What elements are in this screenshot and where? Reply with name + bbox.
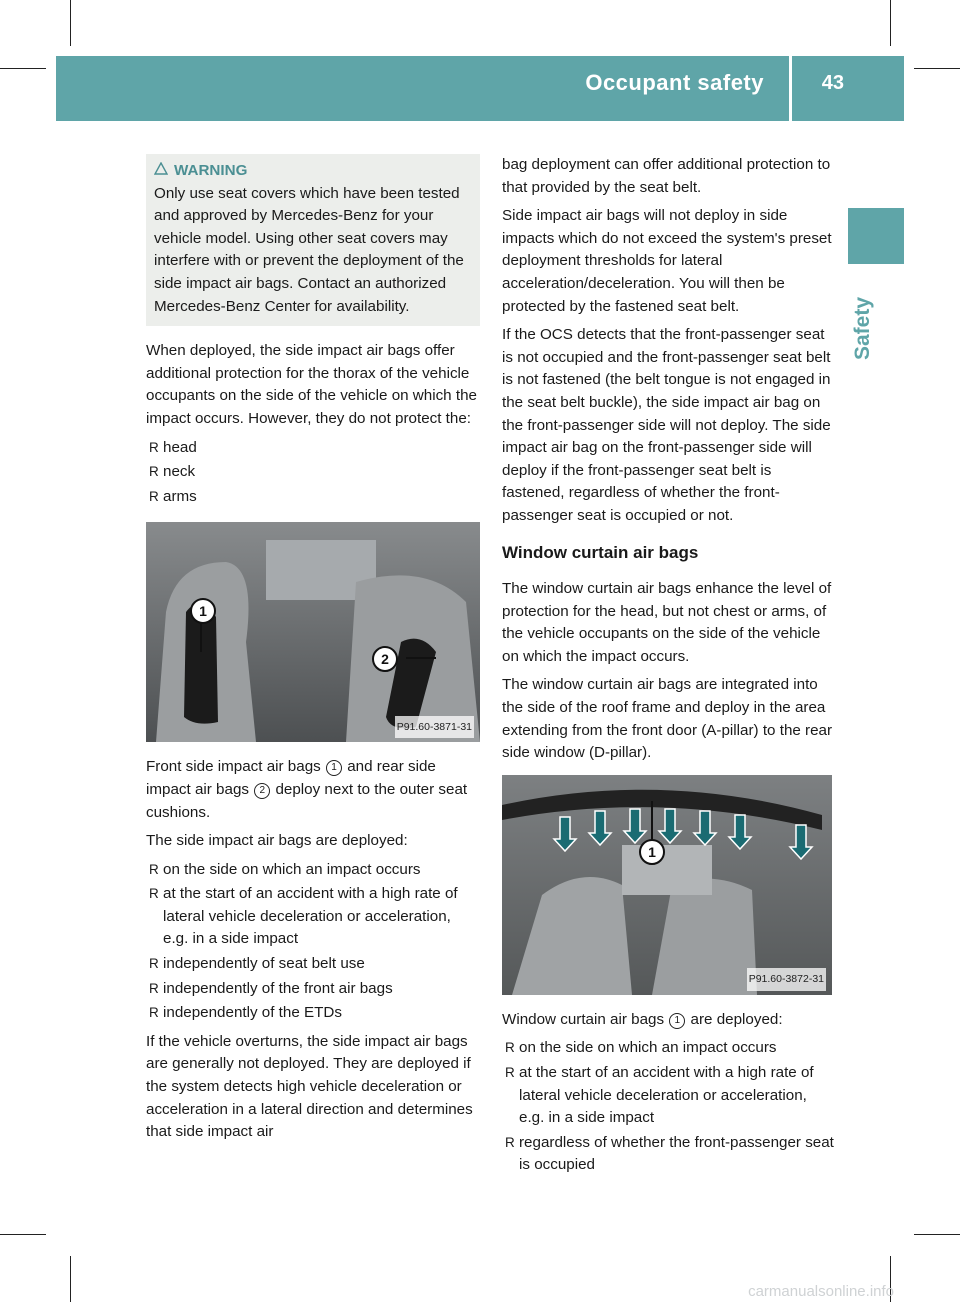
ocs-paragraph: If the OCS detects that the front-passenger seat is not occupied and the front-passenger seat belt is not fastened (the belt tongue is not engaged in the seat belt buckle), the side impact air bag on the front-passenger side will not deploy. The side impact air bag on the front-passenger side will deploy if the front-passenger seat belt is fastened, regardless of whether the front-passenger seat is occupied or not. bbox=[502, 326, 831, 524]
page-header bbox=[56, 56, 904, 121]
crop-mark bbox=[0, 68, 46, 69]
crop-mark bbox=[914, 1234, 960, 1235]
list-item: R at the start of an accident with a high rate of lateral vehicle deceleration or acceleration, e.g. in a side impact bbox=[146, 883, 480, 951]
not-protected-list bbox=[146, 437, 480, 509]
curtain-airbag-figure bbox=[502, 775, 832, 995]
figure-caption bbox=[502, 1009, 836, 1032]
left-column bbox=[146, 154, 480, 1150]
figure-code: P91.60-3871-31 bbox=[395, 716, 474, 739]
list-item: R independently of the ETDs bbox=[146, 1002, 480, 1025]
right-column bbox=[502, 154, 836, 1183]
figure-code: P91.60-3872-31 bbox=[747, 968, 826, 991]
list-item: R independently of seat belt use bbox=[146, 953, 480, 976]
section-tab bbox=[848, 208, 904, 264]
caption-text: are deployed: bbox=[690, 1010, 783, 1028]
watermark: carmanualsonline.info bbox=[748, 1283, 894, 1300]
callout-1: 1 bbox=[639, 839, 665, 865]
warning-title: WARNING bbox=[174, 162, 248, 179]
seat-illustration bbox=[146, 522, 480, 742]
side-airbag-figure bbox=[146, 522, 480, 742]
crop-mark bbox=[914, 68, 960, 69]
warning-triangle-icon bbox=[154, 160, 170, 183]
callout-1: 1 bbox=[190, 598, 216, 624]
threshold-paragraph: Side impact air bags will not deploy in side impacts which do not exceed the system's preset deployment thresholds for lateral acceleration/deceleration. You will then be protected by the fastened seat belt. bbox=[502, 207, 832, 315]
callout-ref-1: 1 bbox=[669, 1013, 685, 1029]
list-item: R regardless of whether the front-passenger seat is occupied bbox=[502, 1132, 836, 1177]
page-number: 43 bbox=[821, 72, 844, 94]
warning-text: Only use seat covers which have been tested and approved by Mercedes-Benz for your vehicle model. Using other seat covers may interfere with or prevent the deployment of the side impact air bags. Contact an authorized Mercedes-Benz Center for availability. bbox=[154, 184, 464, 315]
caption-text: deploy next to the outer seat cushions. bbox=[146, 780, 468, 821]
warning-box bbox=[146, 154, 480, 326]
caption-text: Front side impact air bags bbox=[146, 758, 321, 776]
crop-mark bbox=[70, 1256, 71, 1302]
header-divider bbox=[789, 56, 792, 121]
section-tab-label: Safety bbox=[851, 296, 874, 360]
list-item: R on the side on which an impact occurs bbox=[502, 1037, 836, 1060]
list-item: R arms bbox=[146, 486, 480, 509]
curtain-paragraph-1: The window curtain air bags enhance the level of protection for the head, but not chest or arms, of the vehicle occupants on the side of the vehicle on which the impact occurs. bbox=[502, 580, 832, 665]
intro-paragraph: When deployed, the side impact air bags offer additional protection for the thorax of the vehicle occupants on the side of the vehicle on which the impact occurs. However, they do not protect the: bbox=[146, 342, 477, 427]
crop-mark bbox=[0, 1234, 46, 1235]
cabin-illustration bbox=[502, 775, 832, 995]
crop-mark bbox=[890, 0, 891, 46]
list-item: R head bbox=[146, 437, 480, 460]
deployed-intro: The side impact air bags are deployed: bbox=[146, 832, 408, 850]
header-title: Occupant safety bbox=[585, 70, 764, 95]
section-heading: Window curtain air bags bbox=[502, 542, 699, 562]
callout-2: 2 bbox=[372, 646, 398, 672]
callout-ref-1: 1 bbox=[326, 760, 342, 776]
crop-mark bbox=[70, 0, 71, 46]
caption-text: Window curtain air bags bbox=[502, 1010, 665, 1028]
curtain-list bbox=[502, 1037, 836, 1177]
list-item: R independently of the front air bags bbox=[146, 978, 480, 1001]
list-item: R neck bbox=[146, 461, 480, 484]
continued-paragraph: bag deployment can offer additional protection to that provided by the seat belt. bbox=[502, 156, 831, 196]
deployed-list bbox=[146, 859, 480, 1025]
list-item: R at the start of an accident with a high rate of lateral vehicle deceleration or acceleration, e.g. in a side impact bbox=[502, 1062, 836, 1130]
figure-caption bbox=[146, 756, 480, 824]
caption-text: and rear side impact air bags bbox=[146, 758, 436, 798]
overturn-paragraph: If the vehicle overturns, the side impact air bags are generally not deployed. They are deployed if the system detects high vehicle deceleration or acceleration in a lateral direction and determines that side impact air bbox=[146, 1032, 473, 1141]
section-tab-label-wrap bbox=[851, 270, 875, 360]
list-item: R on the side on which an impact occurs bbox=[146, 859, 480, 882]
callout-ref-2: 2 bbox=[254, 783, 270, 799]
curtain-paragraph-2: The window curtain air bags are integrated into the side of the roof frame and deploy in the area extending from the front door (A-pillar) to the rear side window (D-pillar). bbox=[502, 676, 833, 762]
